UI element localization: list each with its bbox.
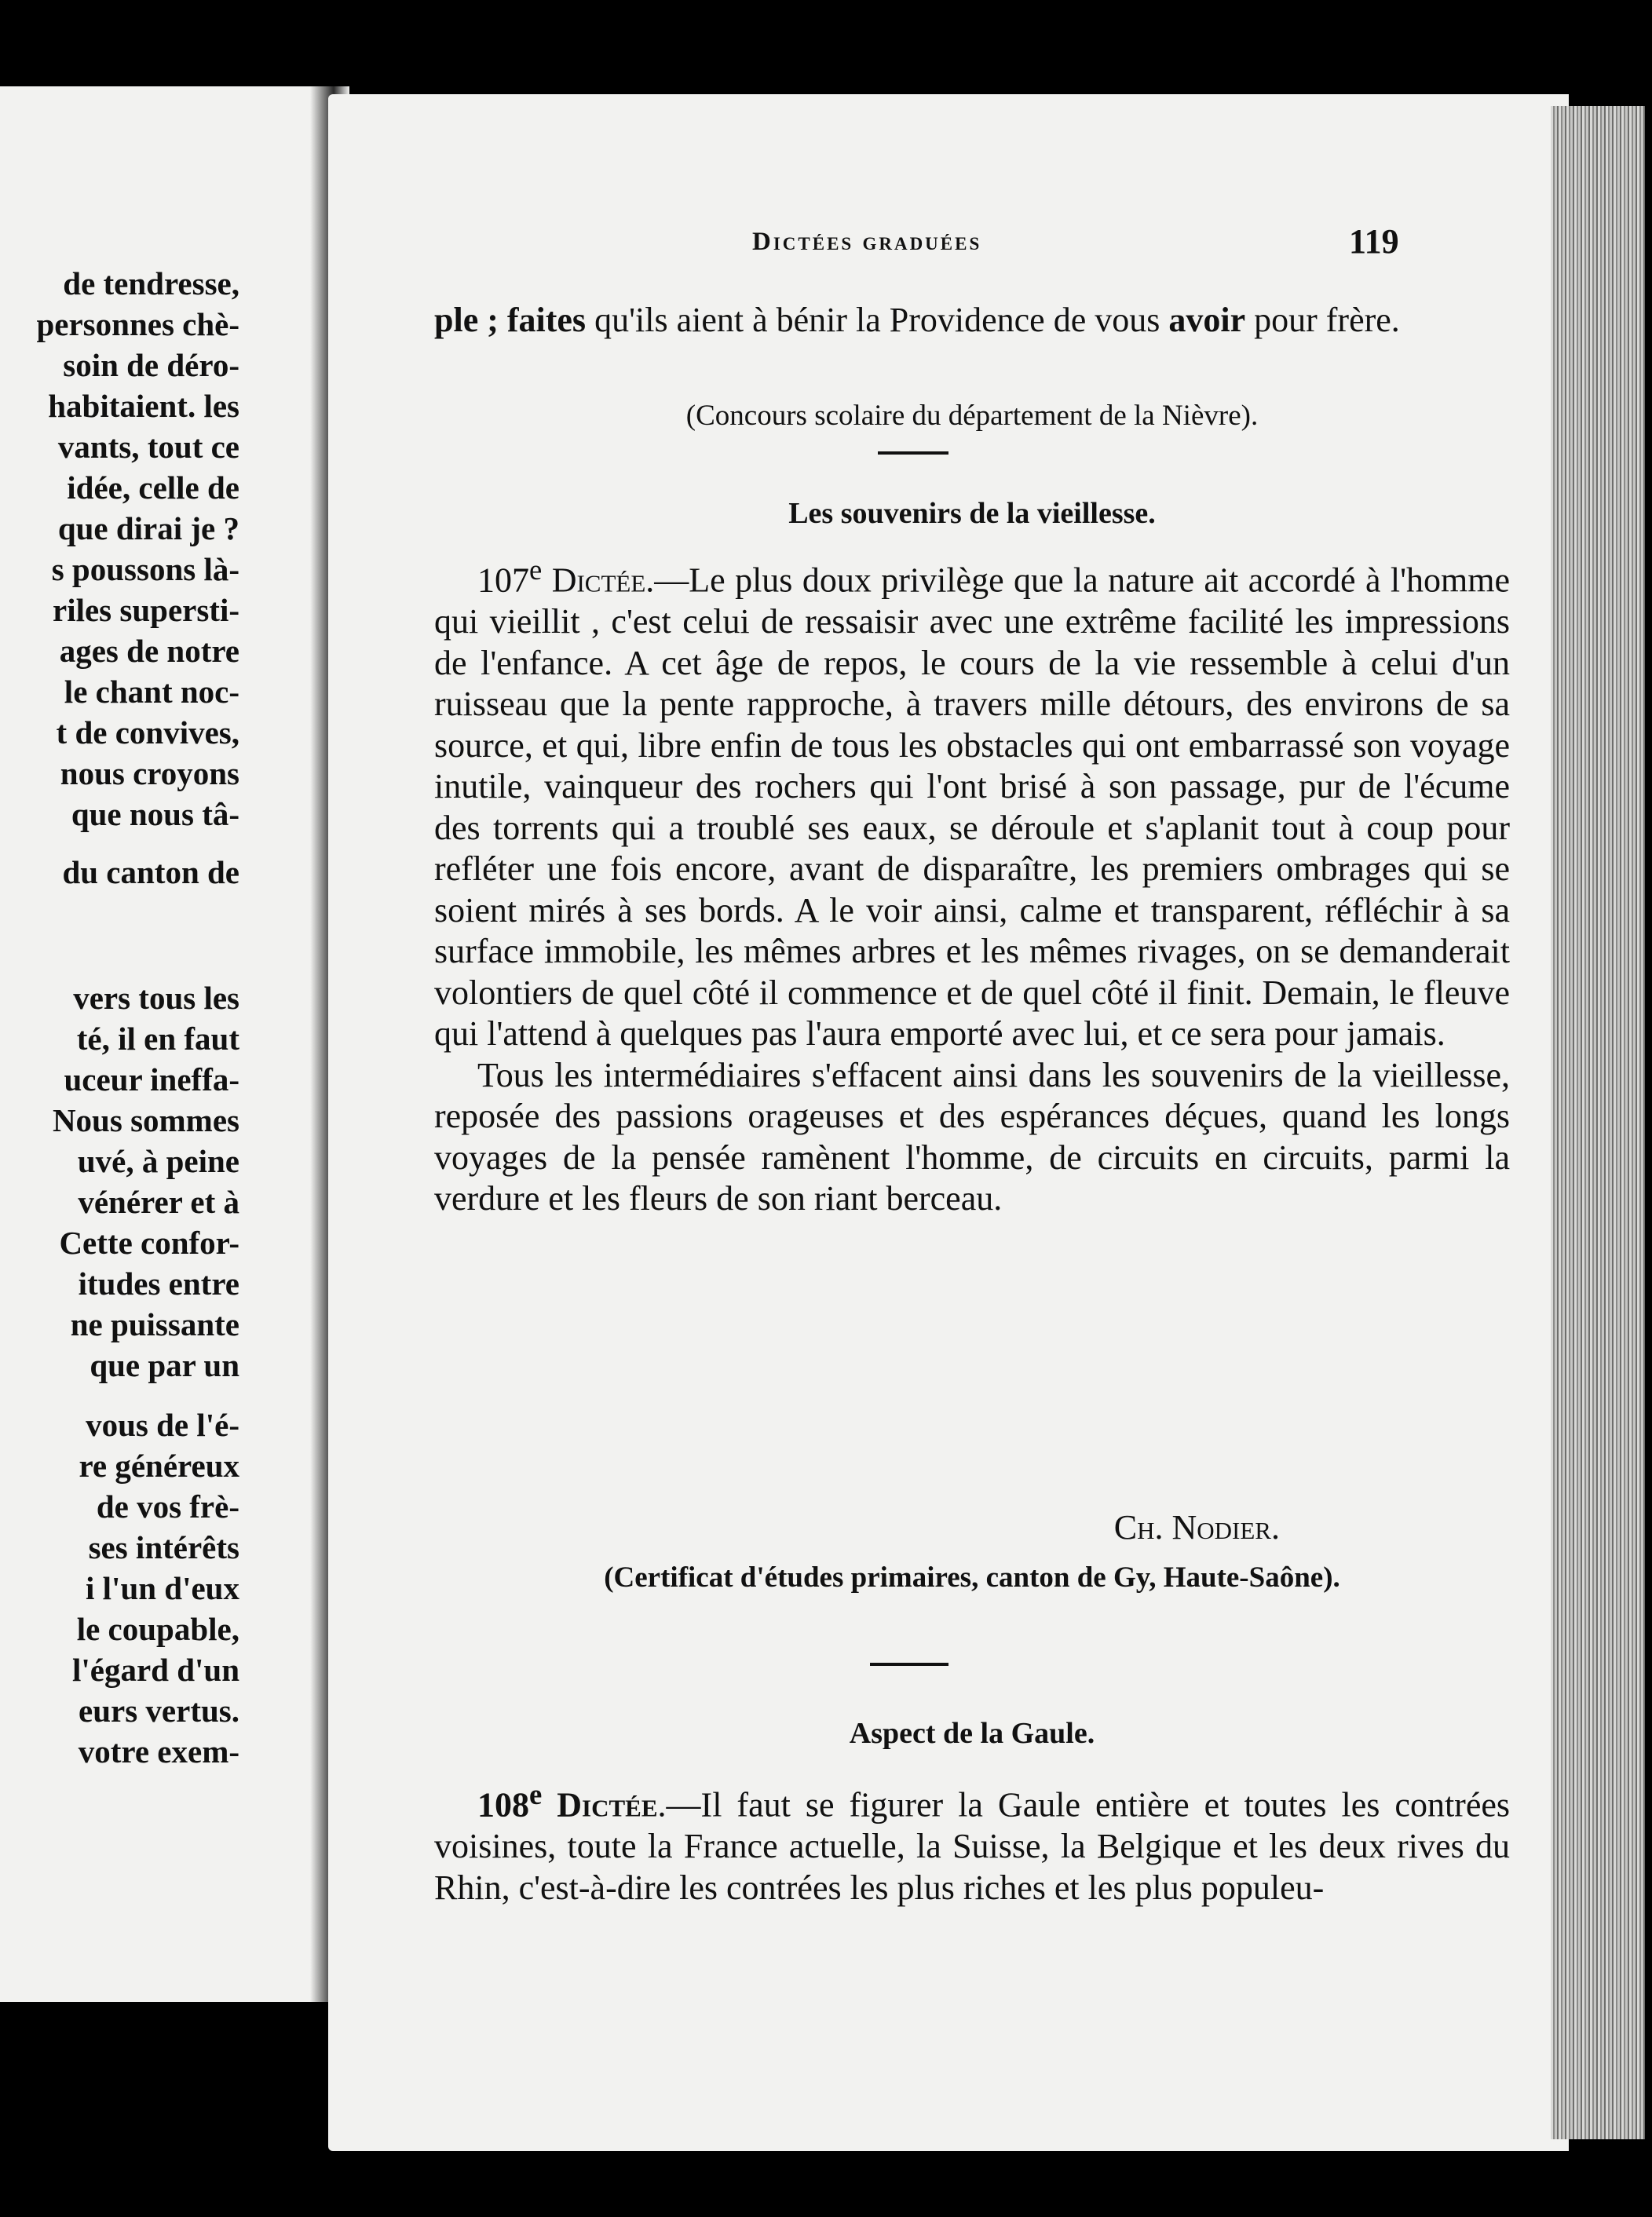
divider-1	[878, 451, 948, 455]
dictee-label: Dictée	[551, 561, 646, 600]
left-page-line: de vos frè-	[96, 1488, 239, 1525]
left-page-line: soin de déro-	[63, 347, 239, 383]
left-page-line: nous croyons	[60, 755, 239, 791]
dictee-107-paragraph-1: 107e Dictée.—Le plus doux privilège que la nature ait accordé à l'homme qui vieillit , c'est celui de ressaisir avec une extrême facilité les impressions de l'enfance. A cet âge de repos, le cours de la vie ressemble à celui d'un ruisseau que la pente rapproche, à travers mille détours, des environs de sa source, et qui, libre enfin de tous les obstacles qui ont embarrassé son voyage inutile, vainqueur des rochers qui l'ont brisé à son passage, pur de l'écume des torrents qui a troublé ses eaux, se déroule et s'aplanit tout à coup pour refléter une fois encore, avant de disparaître, les premiers ombrages qui se soient mirés à ses bords. A le voir ainsi, calme et transparent, réfléchir à sa surface immobile, les mêmes arbres et les mêmes rivages, on se demanderait volontiers de quel côté il commence et de quel côté il finit. Demain, le fleuve qui l'attend à quelques pas l'aura emporté avec lui, et ce sera pour jamais.	[434, 553, 1511, 1054]
left-page-line: du canton de	[62, 854, 239, 890]
left-page-line: personnes chè-	[36, 306, 239, 342]
left-page-line: vénérer et à	[78, 1184, 239, 1220]
left-page-line: habitaient. les	[48, 388, 239, 424]
section-heading-1: Les souvenirs de la vieillesse.	[788, 497, 1156, 530]
left-page-line: i l'un d'eux	[86, 1570, 239, 1606]
dictee-number: 108	[477, 1785, 529, 1824]
dictee-label: Dictée	[557, 1785, 658, 1824]
source-citation-2: (Certificat d'études primaires, canton de Gy, Haute-Saône).	[604, 1561, 1340, 1594]
left-page-line: riles supersti-	[53, 592, 239, 628]
divider-2	[870, 1663, 948, 1666]
left-page-line: de tendresse,	[63, 265, 239, 301]
left-page-line: l'égard d'un	[71, 1652, 239, 1688]
page-header	[328, 222, 1569, 275]
left-page-line: Cette confor-	[59, 1225, 239, 1261]
page-edges	[1551, 106, 1645, 2139]
left-page-line: votre exem-	[78, 1733, 239, 1770]
left-page-line: le coupable,	[76, 1611, 239, 1647]
left-page-line: vants, tout ce	[57, 429, 239, 465]
right-page	[328, 94, 1569, 2151]
left-page-line: té, il en faut	[76, 1021, 239, 1057]
dictee-108: 108e Dictée.—Il faut se figurer la Gaule entière et toutes les contrées voisines, toute la France actuelle, la Suisse, la Belgique et les deux rives du Rhin, c'est-à-dire les contrées les plus riches et les plus populeu-	[434, 1778, 1511, 1907]
left-page-line: s poussons là-	[51, 551, 239, 587]
left-page-line: ne puissante	[70, 1306, 239, 1342]
author-signature: Ch. Nodier.	[1113, 1508, 1280, 1547]
left-page-line: eurs vertus.	[79, 1693, 239, 1729]
left-page-line: Nous sommes	[52, 1102, 239, 1138]
dictee-107	[434, 550, 1510, 1220]
left-page-line: que nous tâ-	[71, 796, 239, 832]
left-page-line: vers tous les	[73, 980, 239, 1016]
page-number: 119	[1349, 222, 1399, 261]
dictee-number: 107	[477, 561, 529, 600]
running-title: Dictées graduées	[752, 228, 982, 256]
section-heading-2: Aspect de la Gaule.	[849, 1717, 1095, 1750]
left-page-line: le chant noc-	[64, 674, 239, 710]
source-citation-1: (Concours scolaire du département de la Nièvre).	[685, 400, 1259, 432]
left-page-line: que dirai je ?	[57, 510, 239, 546]
left-page-line: idée, celle de	[67, 469, 239, 506]
left-page-line: itudes entre	[78, 1266, 239, 1302]
left-page-line: ages de notre	[59, 633, 239, 669]
dictee-107-paragraph-2: Tous les intermédiaires s'effacent ainsi dans les souvenirs de la vieillesse, reposée des passions orageuses et des espérances déçues, quand les longs voyages de la pensée ramènent l'homme, de circuits en circuits, parmi la verdure et les fleurs de son riant berceau.	[434, 1055, 1510, 1218]
left-page-line: ses intérêts	[88, 1529, 239, 1565]
left-page-line: vous de l'é-	[86, 1407, 239, 1443]
continuation-paragraph: ple ; faites qu'ils aient à bénir la Providence de vous avoir pour frère.	[434, 301, 1400, 339]
left-page-line: uvé, à peine	[77, 1143, 239, 1179]
left-page-line: t de convives,	[56, 714, 239, 751]
left-page-line: que par un	[90, 1347, 239, 1383]
left-page-line: uceur ineffa-	[64, 1061, 239, 1098]
left-page-line: re généreux	[79, 1448, 239, 1484]
